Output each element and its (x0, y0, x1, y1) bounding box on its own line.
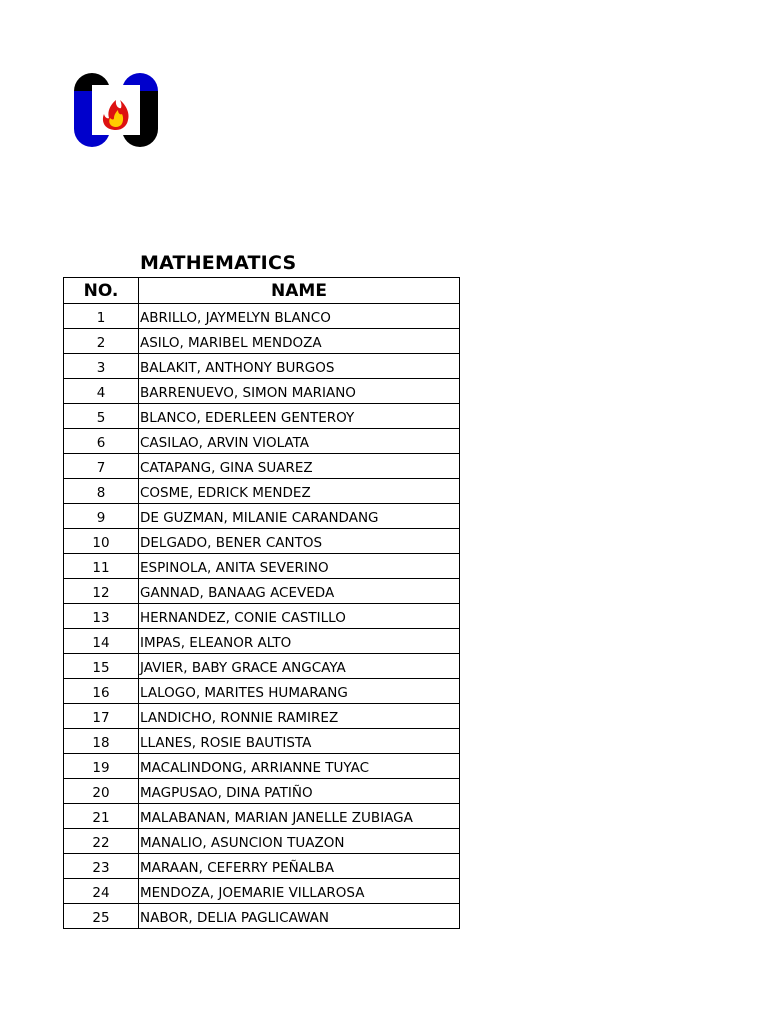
row-number: 7 (64, 454, 139, 479)
table-row (64, 729, 460, 754)
row-number: 6 (64, 429, 139, 454)
table-row (64, 404, 460, 429)
table-row (64, 754, 460, 779)
table-row (64, 504, 460, 529)
row-name: BARRENUEVO, SIMON MARIANO (139, 379, 460, 404)
row-name: NABOR, DELIA PAGLICAWAN (139, 904, 460, 929)
table-row (64, 354, 460, 379)
row-name: MALABANAN, MARIAN JANELLE ZUBIAGA (139, 804, 460, 829)
row-number: 1 (64, 304, 139, 329)
roster-table (63, 277, 460, 929)
row-number: 10 (64, 529, 139, 554)
row-name: ESPINOLA, ANITA SEVERINO (139, 554, 460, 579)
table-row (64, 454, 460, 479)
table-row (64, 629, 460, 654)
row-name: ABRILLO, JAYMELYN BLANCO (139, 304, 460, 329)
row-name: MACALINDONG, ARRIANNE TUYAC (139, 754, 460, 779)
row-name: MANALIO, ASUNCION TUAZON (139, 829, 460, 854)
row-name: IMPAS, ELEANOR ALTO (139, 629, 460, 654)
table-row (64, 429, 460, 454)
row-name: MENDOZA, JOEMARIE VILLAROSA (139, 879, 460, 904)
table-row (64, 879, 460, 904)
table-row (64, 579, 460, 604)
table-row (64, 329, 460, 354)
emblem-band-left (74, 91, 92, 129)
row-name: MAGPUSAO, DINA PATIÑO (139, 779, 460, 804)
table-row (64, 554, 460, 579)
row-number: 20 (64, 779, 139, 804)
table-row (64, 604, 460, 629)
row-number: 15 (64, 654, 139, 679)
row-name: JAVIER, BABY GRACE ANGCAYA (139, 654, 460, 679)
row-number: 4 (64, 379, 139, 404)
row-name: LALOGO, MARITES HUMARANG (139, 679, 460, 704)
row-name: ASILO, MARIBEL MENDOZA (139, 329, 460, 354)
flame-emblem-icon (70, 72, 162, 148)
row-number: 2 (64, 329, 139, 354)
row-number: 14 (64, 629, 139, 654)
row-name: CATAPANG, GINA SUAREZ (139, 454, 460, 479)
page-title: MATHEMATICS (140, 252, 297, 274)
row-number: 3 (64, 354, 139, 379)
table-row (64, 529, 460, 554)
row-number: 16 (64, 679, 139, 704)
table-row (64, 804, 460, 829)
row-number: 18 (64, 729, 139, 754)
row-name: MARAAN, CEFERRY PEÑALBA (139, 854, 460, 879)
row-name: CASILAO, ARVIN VIOLATA (139, 429, 460, 454)
row-name: HERNANDEZ, CONIE CASTILLO (139, 604, 460, 629)
emblem-band-right (140, 91, 158, 129)
row-name: BLANCO, EDERLEEN GENTEROY (139, 404, 460, 429)
table-row (64, 904, 460, 929)
table-row (64, 654, 460, 679)
table-row (64, 304, 460, 329)
row-number: 11 (64, 554, 139, 579)
row-name: LANDICHO, RONNIE RAMIREZ (139, 704, 460, 729)
row-number: 21 (64, 804, 139, 829)
table-row (64, 379, 460, 404)
row-name: DE GUZMAN, MILANIE CARANDANG (139, 504, 460, 529)
table-row (64, 779, 460, 804)
logo (70, 72, 162, 148)
row-number: 12 (64, 579, 139, 604)
column-header-name: NAME (139, 278, 460, 304)
row-number: 9 (64, 504, 139, 529)
row-name: COSME, EDRICK MENDEZ (139, 479, 460, 504)
table-row (64, 854, 460, 879)
row-name: BALAKIT, ANTHONY BURGOS (139, 354, 460, 379)
row-number: 23 (64, 854, 139, 879)
row-number: 24 (64, 879, 139, 904)
row-number: 19 (64, 754, 139, 779)
table-row (64, 704, 460, 729)
row-name: LLANES, ROSIE BAUTISTA (139, 729, 460, 754)
table-row (64, 679, 460, 704)
table-row (64, 479, 460, 504)
row-number: 8 (64, 479, 139, 504)
table-header-row (64, 278, 460, 304)
row-number: 25 (64, 904, 139, 929)
row-number: 13 (64, 604, 139, 629)
table-row (64, 829, 460, 854)
row-number: 17 (64, 704, 139, 729)
row-number: 22 (64, 829, 139, 854)
row-number: 5 (64, 404, 139, 429)
column-header-no: NO. (64, 278, 139, 304)
row-name: GANNAD, BANAAG ACEVEDA (139, 579, 460, 604)
row-name: DELGADO, BENER CANTOS (139, 529, 460, 554)
